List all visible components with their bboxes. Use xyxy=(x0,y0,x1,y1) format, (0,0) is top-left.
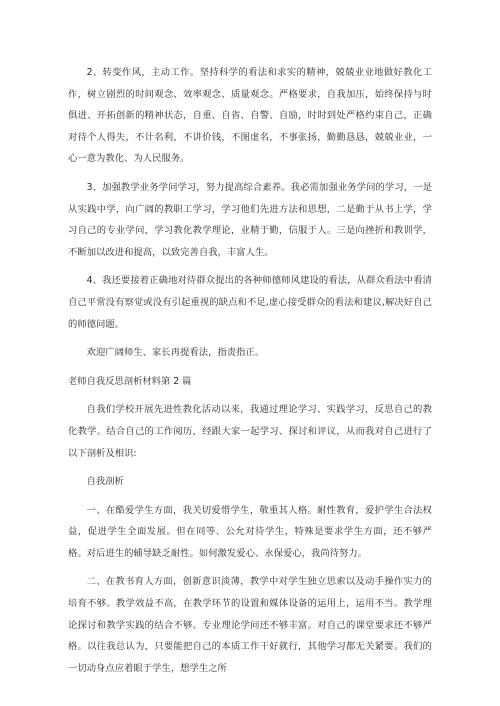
paragraph-item-4: 4、我还要接着正确地对待群众提出的各种师德师风建设的看法，从群众看法中看清自己平常没有察觉或没有引起重视的缺点和不足,虚心接受群众的看法和建议,解决好自己的师德问题。 xyxy=(68,275,432,330)
section-intro-paragraph: 自我们学校开展先进性教化活动以来，我通过理论学习、实践学习，反思自己的教化教学。结合自己的工作阅历，经跟大家一起学习、探讨和评议，从而我对自己进行了以下剖析及相识: xyxy=(68,404,432,459)
section-title: 老师自我反思剖析材料第 2 篇 xyxy=(68,375,192,387)
spacer xyxy=(68,335,432,342)
self-analysis-heading: 自我剖析 xyxy=(86,476,124,488)
spacer xyxy=(68,170,432,177)
paragraph-item-3: 3、加强教学业务学问学习，努力提高综合素养。我必需加强业务学问的学习，一是从实践中学，向广阔的教职工学习，学习他们先进方法和思想，二是勤于从书上学，学习自己的专业学问，学习教化教学理论，业精于勤，信服于人。三是向挫折和教训学，不断加以改进和提高，以致完善自我，丰富人生。 xyxy=(68,181,432,258)
spacer xyxy=(68,464,432,471)
document-body xyxy=(68,62,432,679)
analysis-point-2: 二、在教书育人方面，创新意识淡薄，教学中对学生独立思索以及动手操作实力的培育不够。教学效益不高，在教学环节的设置和媒体设备的运用上，运用不当。教学理论探讨和教学实践的结合不够。专业理论学问还不够丰富。对自己的课堂要求还不够严格。以往我总认为，只要能把自己的本质工作干好就行，其他学习都无关紧要。我们的一切动身点应着眼于学生，想学生之所 xyxy=(68,576,432,674)
spacer xyxy=(68,263,432,270)
spacer xyxy=(68,564,432,571)
paragraph-item-2: 2、转变作风，主动工作。坚持科学的看法和求实的精神，兢兢业业地做好教化工作，树立剧烈的时间观念、效率观念、质量观念。严格要求，自我加压，始终保持与时俱进、开拓创新的精神状态，自重、自省、自警、自励，时时到处严格约束自己，正确对待个人得失，不计名利，不讲价钱，不图虚名，不事张扬，勤勤恳恳，兢兢业业，一心一意为教化、为人民服务。 xyxy=(68,67,432,165)
closing-remark: 欢迎广阔师生、家长再提看法，指责指正。 xyxy=(86,347,265,359)
spacer xyxy=(68,392,432,399)
spacer xyxy=(68,364,432,371)
analysis-point-1: 一、在酷爱学生方面，我关切爱惜学生，敬重其人格。耐性教育，爱护学生合法权益，促进学生全面发展。但在同等、公允对待学生，特殊是要求学生方面，还不够严格。对后进生的辅导缺乏耐性。如何激发爱心、永保爱心，我尚待努力。 xyxy=(68,504,432,559)
spacer xyxy=(68,493,432,500)
